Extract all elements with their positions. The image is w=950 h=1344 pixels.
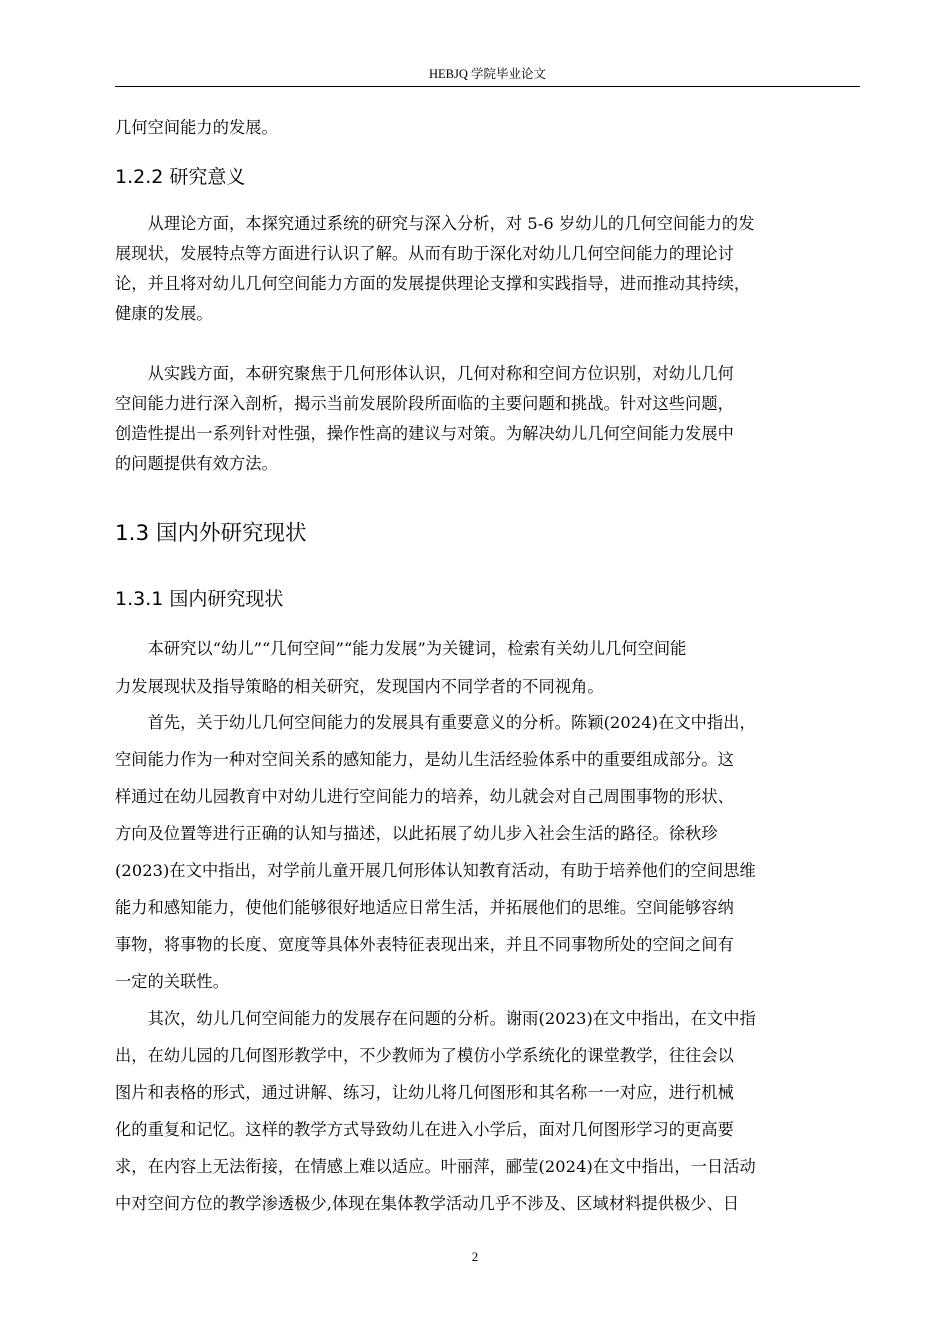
text-line: 其次，幼儿几何空间能力的发展存在问题的分析。谢雨(2023)在文中指出，在文中指 — [115, 1009, 756, 1028]
paragraph-theory — [115, 209, 870, 329]
text-line: (2023)在文中指出，对学前儿童开展几何形体认知教育活动，有助于培养他们的空间思维 — [115, 861, 756, 880]
text-line: 本研究以“幼儿”“几何空间”“能力发展”为关键词，检索有关幼儿几何空间能 — [115, 639, 687, 658]
paragraph-second — [115, 1004, 870, 1226]
text-line: 出，在幼儿园的几何图形教学中，不少教师为了模仿小学系统化的课堂教学，往往会以 — [115, 1046, 734, 1065]
page-number: 2 — [471, 1249, 479, 1264]
text-line: 力发展现状及指导策略的相关研究，发现国内不同学者的不同视角。 — [115, 677, 604, 696]
paragraph-first — [115, 708, 870, 1004]
continuation-paragraph — [115, 113, 870, 143]
page-header — [115, 64, 860, 87]
paragraph-keywords — [115, 634, 870, 710]
text-line: 健康的发展。 — [115, 304, 213, 323]
text-line: 样通过在幼儿园教育中对幼儿进行空间能力的培养，幼儿就会对自己周围事物的形状、 — [115, 787, 734, 806]
text-line: 化的重复和记忆。这样的教学方式导致幼儿在进入小学后，面对几何图形学习的更高要 — [115, 1120, 734, 1139]
page-footer — [0, 1248, 950, 1266]
section-heading-1-3-1: 1.3.1 国内研究现状 — [115, 588, 284, 610]
text-line: 方向及位置等进行正确的认知与描述，以此拓展了幼儿步入社会生活的路径。徐秋珍 — [115, 824, 718, 843]
text-line: 的问题提供有效方法。 — [115, 454, 278, 473]
text-line: 从实践方面，本研究聚焦于几何形体认识，几何对称和空间方位识别，对幼儿几何 — [115, 364, 734, 383]
text-line: 一定的关联性。 — [115, 972, 230, 991]
text-line: 空间能力作为一种对空间关系的感知能力，是幼儿生活经验体系中的重要组成部分。这 — [115, 750, 734, 769]
text-line: 几何空间能力的发展。 — [115, 118, 278, 137]
header-title: HEBJQ 学院毕业论文 — [428, 67, 547, 81]
paragraph-practice — [115, 359, 870, 479]
text-line: 创造性提出一系列针对性强，操作性高的建议与对策。为解决幼儿几何空间能力发展中 — [115, 424, 734, 443]
text-line: 图片和表格的形式，通过讲解、练习，让幼儿将几何图形和其名称一一对应，进行机械 — [115, 1083, 734, 1102]
section-heading-1-3: 1.3 国内外研究现状 — [115, 521, 307, 546]
text-line: 首先，关于幼儿几何空间能力的发展具有重要意义的分析。陈颖(2024)在文中指出， — [115, 713, 756, 732]
text-line: 事物，将事物的长度、宽度等具体外表特征表现出来，并且不同事物所处的空间之间有 — [115, 935, 734, 954]
text-line: 从理论方面，本探究通过系统的研究与深入分析，对 5-6 岁幼儿的几何空间能力的发 — [115, 214, 755, 233]
section-heading-1-2-2: 1.2.2 研究意义 — [115, 166, 246, 188]
text-line: 中对空间方位的教学渗透极少,体现在集体教学活动几乎不涉及、区域材料提供极少、日 — [115, 1194, 740, 1213]
text-line: 展现状，发展特点等方面进行认识了解。从而有助于深化对幼儿几何空间能力的理论讨 — [115, 244, 734, 263]
text-line: 求，在内容上无法衔接，在情感上难以适应。叶丽萍，郦莹(2024)在文中指出，一日活动 — [115, 1157, 756, 1176]
text-line: 空间能力进行深入剖析，揭示当前发展阶段所面临的主要问题和挑战。针对这些问题， — [115, 394, 734, 413]
text-line: 论，并且将对幼儿几何空间能力方面的发展提供理论支撑和实践指导，进而推动其持续， — [115, 274, 751, 293]
text-line: 能力和感知能力，使他们能够很好地适应日常生活，并拓展他们的思维。空间能够容纳 — [115, 898, 734, 917]
